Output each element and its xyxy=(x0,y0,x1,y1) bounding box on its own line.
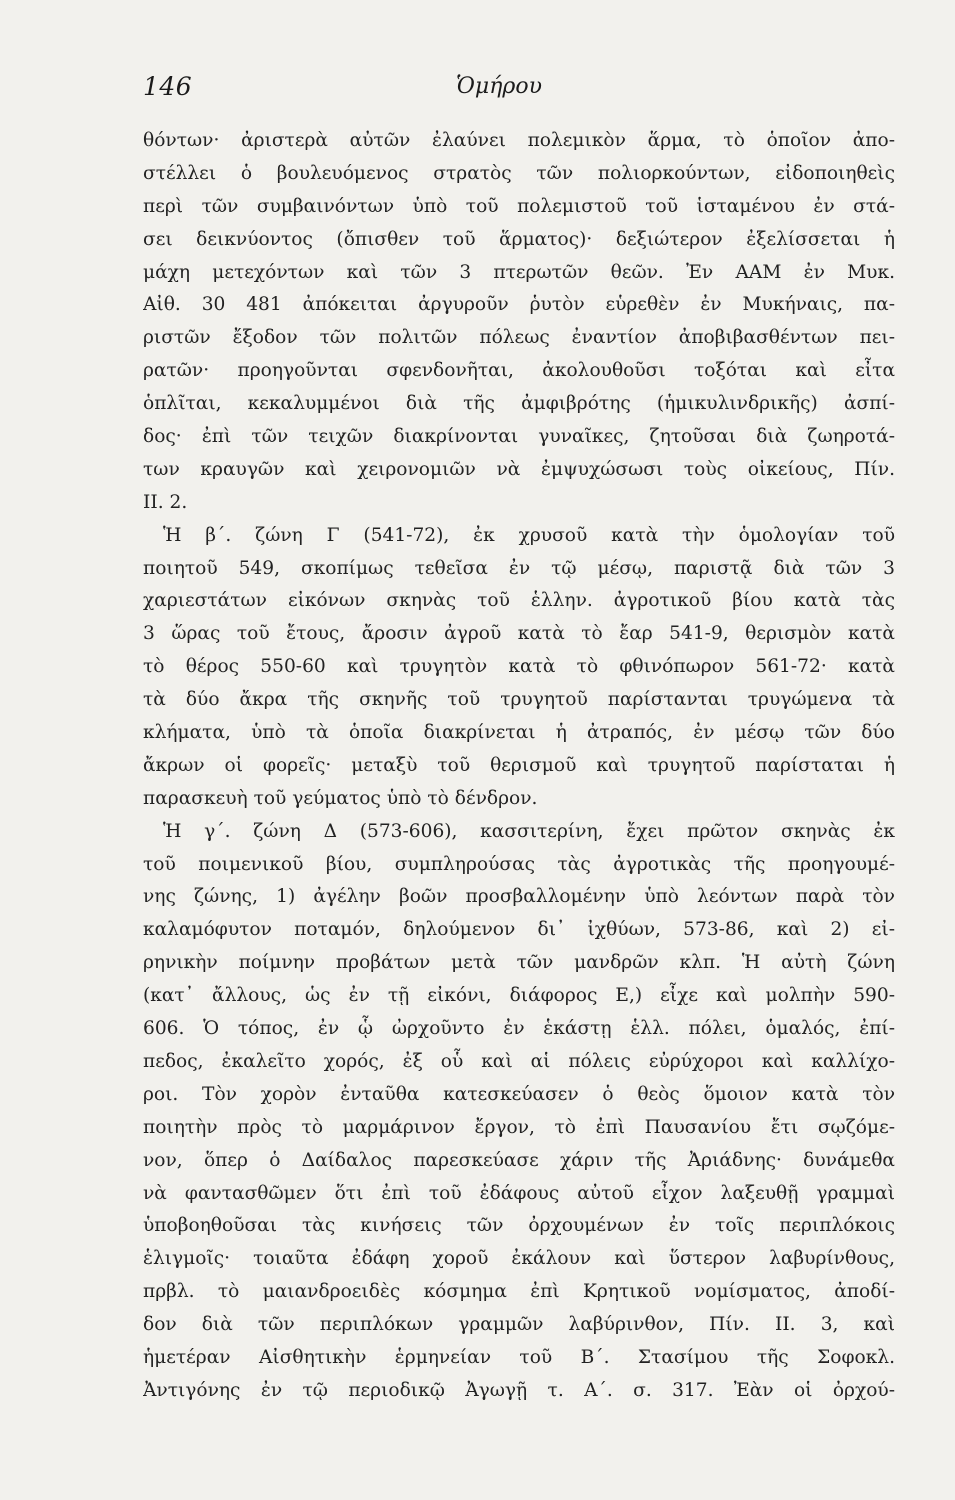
text-line: ροι. Τὸν χορὸν ἐνταῦθα κατεσκεύασεν ὁ θεὸς ὅμοιον κατὰ τὸν xyxy=(143,1083,895,1105)
text-line: χαριεστάτων εἰκόνων σκηνὰς τοῦ ἑλλην. ἀγροτικοῦ βίου κατὰ τὰς xyxy=(143,590,895,612)
text-line: νον, ὅπερ ὁ Δαίδαλος παρεσκεύασε χάριν τῆς Ἀριάδνης· δυνάμεθα xyxy=(143,1149,895,1171)
text-line: δος· ἐπὶ τῶν τειχῶν διακρίνονται γυναῖκες, ζητοῦσαι διὰ ζωηροτά- xyxy=(143,426,895,448)
text-line: μάχη μετεχόντων καὶ τῶν 3 πτερωτῶν θεῶν. Ἐν ΑΑΜ ἐν Μυκ. xyxy=(143,261,895,283)
text-line: τὸ θέρος 550-60 καὶ τρυγητὸν κατὰ τὸ φθινόπωρον 561-72· κατὰ xyxy=(143,656,895,678)
text-line: Ἡ γ΄. ζώνη Δ (573-606), κασσιτερίνη, ἔχει πρῶτον σκηνὰς ἐκ xyxy=(163,820,895,842)
text-line: Αἰθ. 30 481 ἀπόκειται ἀργυροῦν ῥυτὸν εὑρεθὲν ἐν Μυκήναις, πα- xyxy=(143,294,895,316)
text-line: ριστῶν ἔξοδον τῶν πολιτῶν πόλεως ἐναντίον ἀποβιβασθέντων πει- xyxy=(143,327,895,349)
text-line: πεδος, ἐκαλεῖτο χορός, ἐξ οὗ καὶ αἱ πόλεις εὐρύχοροι καὶ καλλίχο- xyxy=(143,1050,895,1072)
text-line: τοῦ ποιμενικοῦ βίου, συμπληρούσας τὰς ἀγροτικὰς τῆς προηγουμέ- xyxy=(143,853,895,875)
text-line: ἄκρων οἱ φορεῖς· μεταξὺ τοῦ θερισμοῦ καὶ τρυγητοῦ παρίσταται ἡ xyxy=(143,754,895,776)
text-line: ὁπλῖται, κεκαλυμμένοι διὰ τῆς ἀμφιβρότης (ἡμικυλινδρικῆς) ἀσπί- xyxy=(143,393,895,415)
text-line: νὰ φαντασθῶμεν ὅτι ἐπὶ τοῦ ἐδάφους αὐτοῦ εἶχον λαξευθῇ γραμμαὶ xyxy=(143,1182,895,1204)
text-line: ὑποβοηθοῦσαι τὰς κινήσεις τῶν ὀρχουμένων ἐν τοῖς περιπλόκοις xyxy=(143,1215,895,1237)
text-line: παρασκευὴ τοῦ γεύματος ὑπὸ τὸ δένδρον. xyxy=(143,787,538,809)
text-line: περὶ τῶν συμβαινόντων ὑπὸ τοῦ πολεμιστοῦ τοῦ ἱσταμένου ἐν στά- xyxy=(143,195,895,217)
text-line: Ἡ β΄. ζώνη Γ (541-72), ἐκ χρυσοῦ κατὰ τὴν ὁμολογίαν τοῦ xyxy=(163,524,895,546)
text-line: ρηνικὴν ποίμνην προβάτων μετὰ τῶν μανδρῶν κλπ. Ἡ αὐτὴ ζώνη xyxy=(143,952,895,974)
text-line: ποιητὴν πρὸς τὸ μαρμάρινον ἔργον, τὸ ἐπὶ Παυσανίου ἔτι σῳζόμε- xyxy=(143,1116,895,1138)
text-line: πρβλ. τὸ μαιανδροειδὲς κόσμημα ἐπὶ Κρητικοῦ νομίσματος, ἀποδί- xyxy=(143,1281,895,1303)
text-line: τὰ δύο ἄκρα τῆς σκηνῆς τοῦ τρυγητοῦ παρίστανται τρυγώμενα τὰ xyxy=(143,689,895,711)
text-line: κλήματα, ὑπὸ τὰ ὁποῖα διακρίνεται ἡ ἀτραπός, ἐν μέσῳ τῶν δύο xyxy=(143,722,895,744)
text-line: (κατ᾽ ἄλλους, ὡς ἐν τῇ εἰκόνι, διάφορος Ε,) εἶχε καὶ μολπὴν 590- xyxy=(143,985,895,1007)
text-line: θόντων· ἀριστερὰ αὐτῶν ἐλαύνει πολεμικὸν ἅρμα, τὸ ὁποῖον ἀπο- xyxy=(143,130,895,151)
text-line: στέλλει ὁ βουλευόμενος στρατὸς τῶν πολιορκούντων, εἰδοποιηθεὶς xyxy=(143,162,895,184)
text-line: καλαμόφυτον ποταμόν, δηλούμενον δι᾽ ἰχθύων, 573-86, καὶ 2) εἰ- xyxy=(143,919,895,941)
text-line: ἡμετέραν Αἰσθητικὴν ἑρμηνείαν τοῦ Β΄. Στασίμου τῆς Σοφοκλ. xyxy=(143,1346,895,1368)
text-line: 3 ὥρας τοῦ ἔτους, ἄροσιν ἀγροῦ κατὰ τὸ ἔαρ 541-9, θερισμὸν κατὰ xyxy=(143,623,895,645)
text-line: νης ζώνης, 1) ἀγέλην βοῶν προσβαλλομένην ὑπὸ λεόντων παρὰ τὸν xyxy=(143,886,895,908)
text-line: ρατῶν· προηγοῦνται σφενδονῆται, ἀκολουθοῦσι τοξόται καὶ εἶτα xyxy=(143,360,895,382)
text-line: σει δεικνύοντος (ὄπισθεν τοῦ ἅρματος)· δεξιώτερον ἐξελίσσεται ἡ xyxy=(143,228,895,250)
text-line: Ἀντιγόνης ἐν τῷ περιοδικῷ Ἀγωγῇ τ. Α΄. σ. 317. Ἐὰν οἱ ὀρχού- xyxy=(143,1379,895,1401)
text-line: 606. Ὁ τόπος, ἐν ᾧ ὠρχοῦντο ἐν ἑκάστῃ ἑλλ. πόλει, ὁμαλός, ἐπί- xyxy=(143,1018,895,1040)
text-line: ἑλιγμοῖς· τοιαῦτα ἐδάφη χοροῦ ἐκάλουν καὶ ὕστερον λαβυρίνθους, xyxy=(143,1248,895,1270)
running-title: Ὁμήρου xyxy=(456,74,542,99)
text-line: των κραυγῶν καὶ χειρονομιῶν νὰ ἐμψυχώσωσι τοὺς οἰκείους, Πίν. xyxy=(143,458,895,480)
text-line: ποιητοῦ 549, σκοπίμως τεθεῖσα ἐν τῷ μέσῳ, παριστᾷ διὰ τῶν 3 xyxy=(143,557,895,579)
page-number: 146 xyxy=(143,72,193,101)
text-line: ΙΙ. 2. xyxy=(143,491,188,513)
body-text xyxy=(143,125,895,1408)
text-line: δον διὰ τῶν περιπλόκων γραμμῶν λαβύρινθον, Πίν. ΙΙ. 3, καὶ xyxy=(143,1314,895,1336)
page-header xyxy=(143,72,903,106)
